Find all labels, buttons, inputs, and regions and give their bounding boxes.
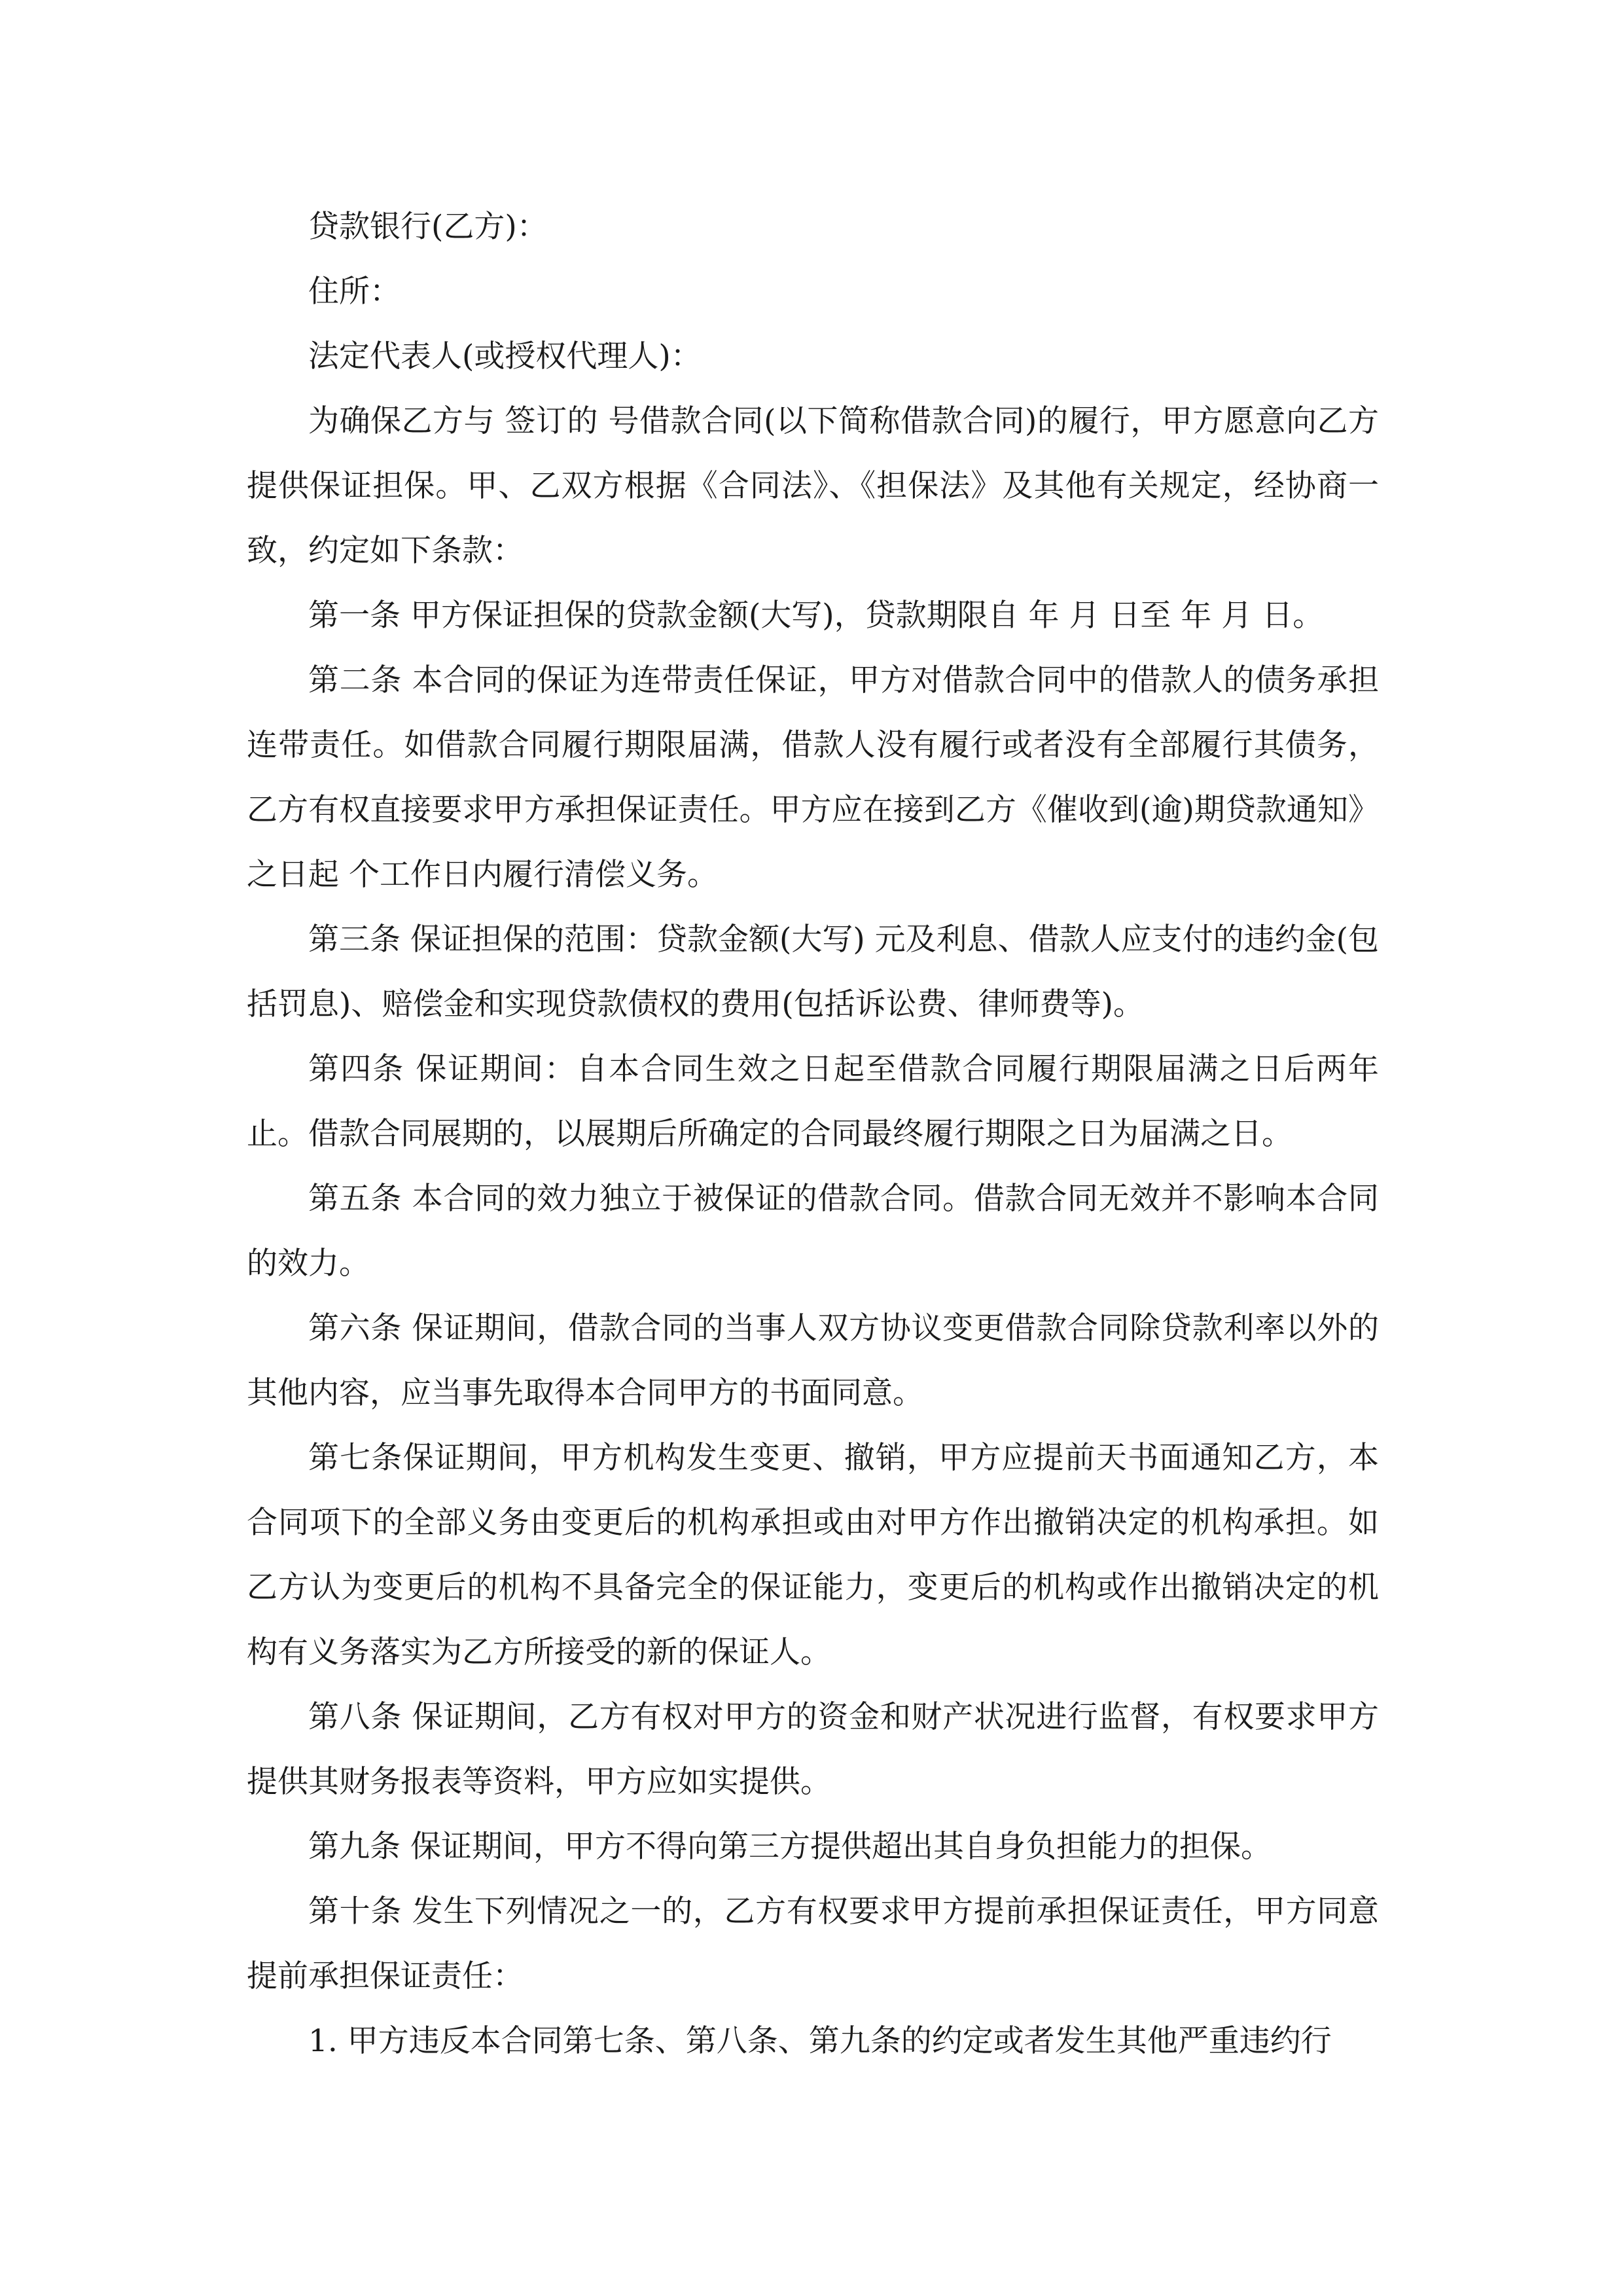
article-8: 第八条 保证期间，乙方有权对甲方的资金和财产状况进行监督，有权要求甲方提供其财务报表等资料，甲方应如实提供。 [247, 1699, 1379, 1800]
article-1: 第一条 甲方保证担保的贷款金额(大写)，贷款期限自 年 月 日至 年 月 日。 [308, 598, 1324, 634]
article-5: 第五条 本合同的效力独立于被保证的借款合同。借款合同无效并不影响本合同的效力。 [247, 1181, 1379, 1282]
article-10: 第十条 发生下列情况之一的，乙方有权要求甲方提前承担保证责任，甲方同意提前承担保证责任： [247, 1893, 1379, 1994]
lender-bank-line: 贷款银行(乙方)： [308, 209, 548, 245]
article-7: 第七条保证期间，甲方机构发生变更、撤销，甲方应提前天书面通知乙方，本合同项下的全部义务由变更后的机构承担或由对甲方作出撤销决定的机构承担。如乙方认为变更后的机构不具备完全的保证能力，变更后的机构或作出撤销决定的机构有义务落实为乙方所接受的新的保证人。 [247, 1440, 1379, 1670]
article-6: 第六条 保证期间，借款合同的当事人双方协议变更借款合同除贷款利率以外的其他内容，应当事先取得本合同甲方的书面同意。 [247, 1310, 1379, 1411]
preamble-paragraph: 为确保乙方与 签订的 号借款合同(以下简称借款合同)的履行，甲方愿意向乙方提供保证担保。甲、乙双方根据《合同法》、《担保法》及其他有关规定，经协商一致，约定如下条款： [247, 403, 1379, 569]
article-3: 第三条 保证担保的范围：贷款金额(大写) 元及利息、借款人应支付的违约金(包括罚息)、赔偿金和实现贷款债权的费用(包括诉讼费、律师费等)。 [247, 922, 1379, 1022]
document-body [247, 194, 1379, 2073]
legal-representative-line: 法定代表人(或授权代理人)： [308, 338, 702, 374]
article-2: 第二条 本合同的保证为连带责任保证，甲方对借款合同中的借款人的债务承担连带责任。如借款合同履行期限届满，借款人没有履行或者没有全部履行其债务，乙方有权直接要求甲方承担保证责任。甲方应在接到乙方《催收到(逾)期贷款通知》之日起 个工作日内履行清偿义务。 [247, 662, 1379, 893]
address-line: 住所： [308, 274, 401, 310]
article-10-item-1: 1. 甲方违反本合同第七条、第八条、第九条的约定或者发生其他严重违约行 [308, 2023, 1332, 2059]
article-4: 第四条 保证期间：自本合同生效之日起至借款合同履行期限届满之日后两年止。借款合同展期的，以展期后所确定的合同最终履行期限之日为届满之日。 [247, 1051, 1379, 1152]
article-9: 第九条 保证期间，甲方不得向第三方提供超出其自身负担能力的担保。 [308, 1829, 1272, 1865]
